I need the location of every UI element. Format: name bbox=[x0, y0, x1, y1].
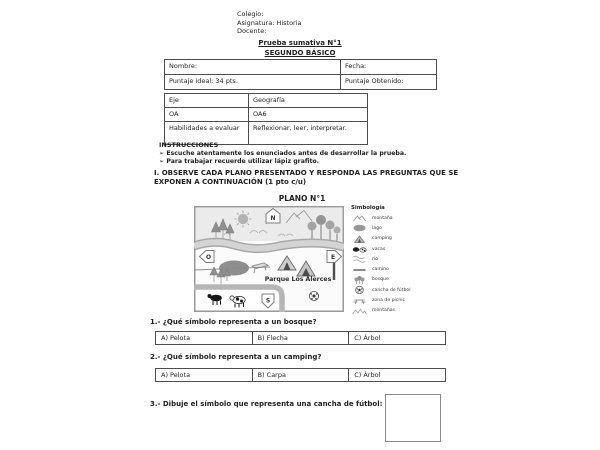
north-label: N bbox=[270, 215, 276, 222]
road-icon bbox=[351, 265, 368, 275]
legend-label: bosque bbox=[372, 277, 389, 283]
title-line1: Prueba sumativa N°1 bbox=[258, 39, 342, 47]
park-map bbox=[194, 206, 344, 312]
habilidades-label-cell: Habilidades a evaluar bbox=[165, 122, 249, 145]
puntaje-obtenido-cell: Puntaje Obtenido: bbox=[341, 75, 437, 90]
q2-option-b: B) Carpa bbox=[252, 369, 349, 382]
mountains-icon bbox=[351, 306, 368, 316]
asignatura-line: Asignatura: Historia bbox=[237, 18, 302, 27]
oa-value-cell: OA6 bbox=[249, 108, 368, 122]
river-icon bbox=[351, 254, 368, 264]
detail-table bbox=[164, 93, 368, 145]
question-2-text: 2.- ¿Qué símbolo representa a un camping? bbox=[150, 353, 322, 361]
eje-label-cell: Eje bbox=[165, 94, 249, 108]
map-legend bbox=[351, 205, 437, 316]
legend-label: río bbox=[372, 256, 378, 262]
south-label: S bbox=[265, 297, 271, 305]
instruction-item: ➢ Escuche atentamente los enunciados antes de desarrollar la prueba. bbox=[159, 149, 407, 157]
legend-title: Simbología bbox=[351, 205, 385, 211]
mountain-icon bbox=[351, 213, 368, 223]
west-label: O bbox=[205, 254, 212, 261]
q1-option-c: C) Árbol bbox=[349, 332, 446, 345]
legend-item-vacas bbox=[351, 244, 437, 254]
legend-label: montaña bbox=[372, 215, 393, 221]
legend-item-lago bbox=[351, 223, 437, 233]
document-title bbox=[154, 39, 446, 58]
lake-icon bbox=[351, 223, 368, 233]
question-1-text: 1.- ¿Qué símbolo representa a un bosque? bbox=[150, 318, 317, 326]
q2-option-a: A) Pelota bbox=[156, 369, 253, 382]
soccer-ball-icon bbox=[351, 285, 368, 295]
plano-title: PLANO N°1 bbox=[278, 194, 326, 203]
question-1-options bbox=[155, 331, 446, 345]
picnic-icon bbox=[351, 296, 368, 306]
tent-icon bbox=[351, 234, 368, 244]
info-table bbox=[164, 59, 437, 90]
puntaje-ideal-cell: Puntaje ideal: 34 pts. bbox=[165, 75, 341, 90]
habilidades-value-cell: Reflexionar, leer, interpretar. bbox=[249, 122, 368, 145]
instruction-item: ➢ Para trabajar recuerde utilizar lápiz grafito. bbox=[159, 158, 320, 166]
table-row bbox=[165, 60, 437, 75]
table-row bbox=[165, 75, 437, 90]
title-line2: SEGUNDO BÁSICO bbox=[264, 48, 336, 57]
section1-heading: I. OBSERVE CADA PLANO PRESENTADO Y RESPONDA LAS PREGUNTAS QUE SE EXPONEN A CONTINUACIÓN (1 pto c/u) bbox=[154, 169, 459, 186]
legend-label: vacas bbox=[372, 246, 386, 252]
table-row bbox=[156, 332, 446, 345]
docente-line: Docente: bbox=[237, 27, 267, 36]
fecha-cell: Fecha: bbox=[341, 60, 437, 75]
school-header bbox=[237, 10, 302, 36]
east-label: E bbox=[330, 254, 336, 261]
forest-icon bbox=[351, 275, 368, 285]
eje-value-cell: Geografía bbox=[249, 94, 368, 108]
legend-label: lago bbox=[372, 225, 382, 231]
legend-label: camino bbox=[372, 267, 389, 273]
nombre-cell: Nombre: bbox=[165, 60, 341, 75]
table-row bbox=[165, 108, 368, 122]
legend-label: cancha de fútbol bbox=[372, 287, 411, 293]
legend-item-picnic bbox=[351, 295, 437, 305]
legend-item-camino bbox=[351, 264, 437, 274]
question-3-text: 3.- Dibuje el símbolo que representa una cancha de fútbol: bbox=[150, 400, 383, 408]
legend-item-rio bbox=[351, 254, 437, 264]
instructions-block bbox=[159, 141, 469, 167]
legend-label: camping bbox=[372, 236, 392, 242]
oa-label-cell: OA bbox=[165, 108, 249, 122]
q1-option-a: A) Pelota bbox=[156, 332, 253, 345]
legend-item-camping bbox=[351, 234, 437, 244]
cows-icon bbox=[351, 244, 368, 254]
drawing-answer-box bbox=[385, 394, 441, 442]
legend-item-cancha bbox=[351, 285, 437, 295]
q1-option-b: B) Flecha bbox=[252, 332, 349, 345]
colegio-line: Colegio: bbox=[237, 10, 264, 18]
question-2-options bbox=[155, 368, 446, 382]
legend-item-montana bbox=[351, 213, 437, 223]
soccer-ball-drawing bbox=[309, 291, 318, 300]
legend-item-bosque bbox=[351, 275, 437, 285]
legend-label: montañas bbox=[372, 308, 395, 314]
table-row bbox=[165, 94, 368, 108]
table-row bbox=[156, 369, 446, 382]
park-name-label: Parque Los Alerces bbox=[264, 276, 332, 283]
q2-option-c: C) Árbol bbox=[349, 369, 446, 382]
legend-label: zona de picnic bbox=[372, 298, 406, 304]
legend-item-montanas bbox=[351, 306, 437, 316]
instructions-title: INSTRUCCIONES bbox=[159, 141, 219, 149]
